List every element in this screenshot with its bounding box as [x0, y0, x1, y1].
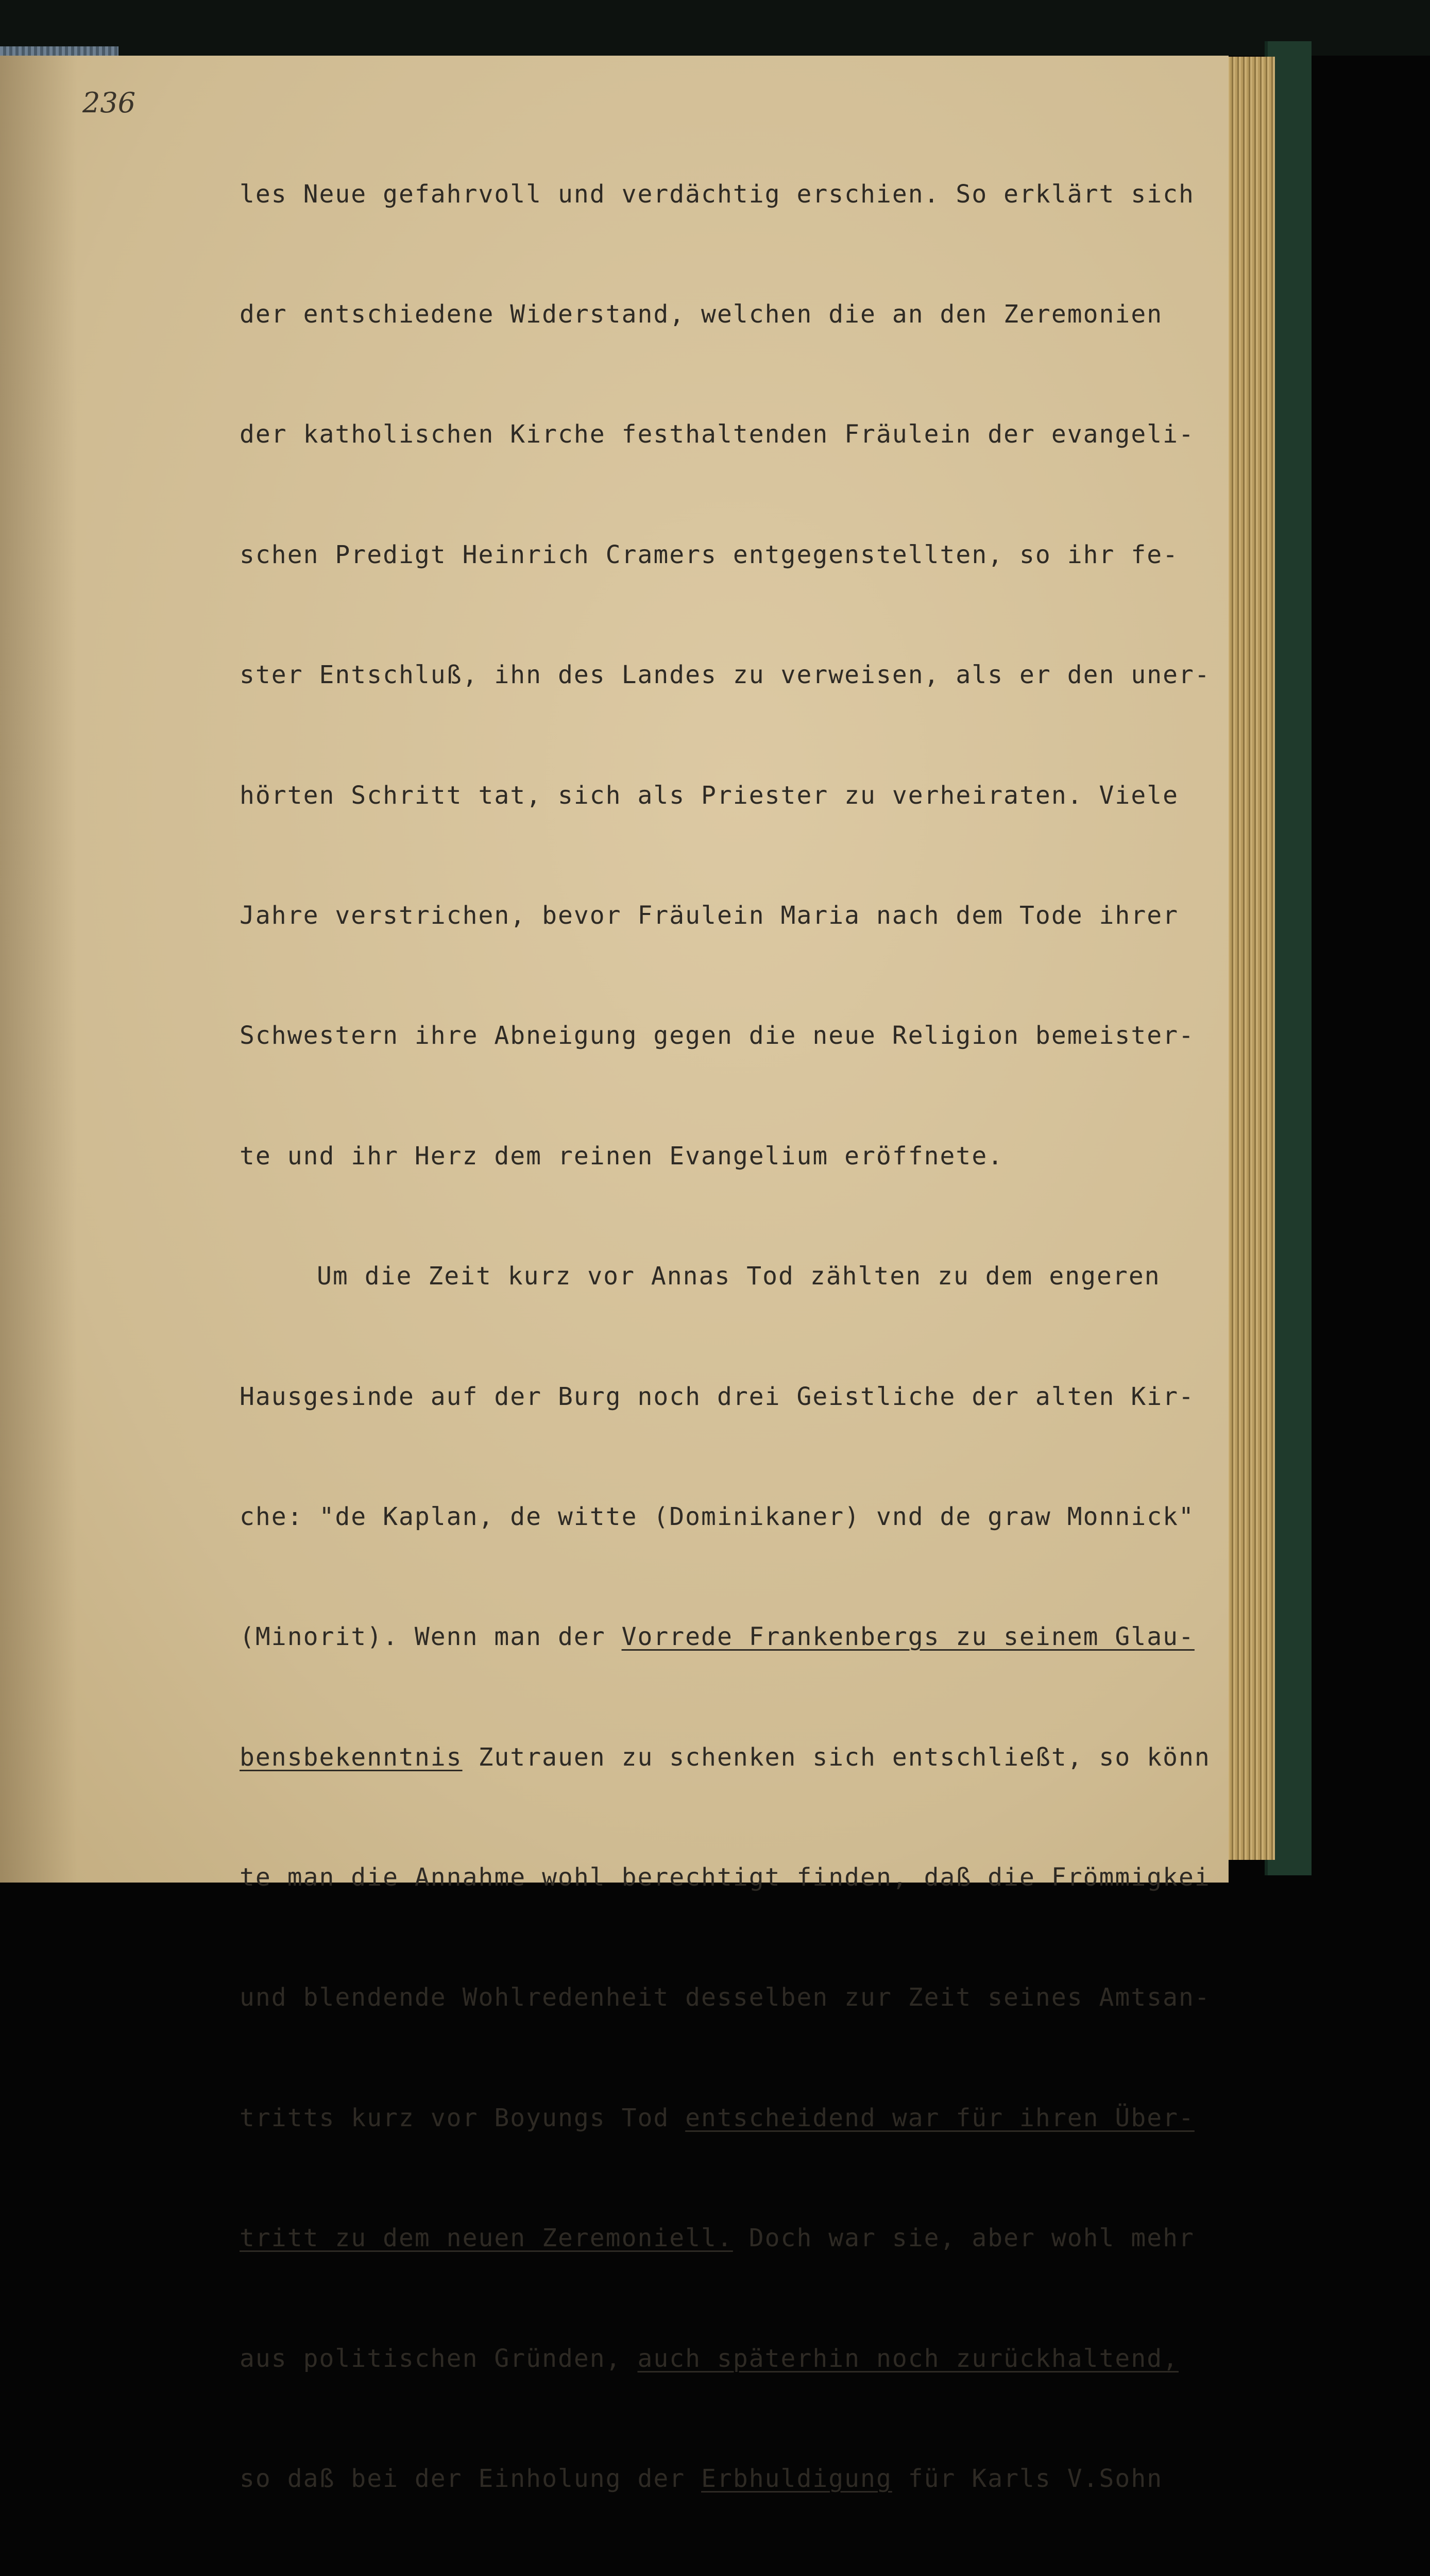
text-segment: (Minorit). Wenn man der [240, 1622, 622, 1652]
underlined-text: Vorrede Frankenbergs zu seinem Glau- [621, 1622, 1195, 1652]
text-line: Hausgesinde auf der Burg noch drei Geistliche der alten Kir- [240, 1382, 1195, 1411]
text-line: Um die Zeit kurz vor Annas Tod zählten zu dem engeren [317, 1262, 1161, 1291]
text-line: te und ihr Herz dem reinen Evangelium eröffnete. [240, 1141, 1004, 1171]
text-segment: so daß bei der Einholung der [240, 2464, 702, 2494]
document-page [0, 56, 1229, 2494]
text-segment: tritts kurz vor Boyungs Tod [240, 2103, 686, 2132]
underlined-text: Erbhuldigung [701, 2464, 892, 2494]
gutter-shadow [0, 56, 77, 1883]
text-line: der entschiedene Widerstand, welchen die an den Zeremonien [240, 299, 1163, 329]
text-line [240, 2339, 1211, 2379]
binding-top [0, 0, 1430, 56]
text-line [240, 2218, 1211, 2259]
text-segment: Zutrauen zu schenken sich entschließt, so könn [462, 1742, 1211, 1772]
text-line [240, 1617, 1211, 1657]
text-line: hörten Schritt tat, sich als Priester zu verheiraten. Viele [240, 781, 1179, 810]
text-line: Schwestern ihre Abneigung gegen die neue Religion bemeister- [240, 1021, 1195, 1050]
underlined-text: auch späterhin noch zurückhaltend, [637, 2344, 1179, 2373]
page-number: 236 [82, 87, 136, 119]
underlined-text: tritt zu dem neuen Zeremoniell. [240, 2224, 733, 2253]
text-line: der katholischen Kirche festhaltenden Fräulein der evangeli- [240, 420, 1195, 449]
text-line: ster Entschluß, ihn des Landes zu verweisen, als er den uner- [240, 660, 1211, 690]
text-line: und blendende Wohlredenheit desselben zur Zeit seines Amtsan- [240, 1983, 1211, 2012]
text-segment: für Karls V.Sohn [892, 2464, 1163, 2494]
text-line [240, 1738, 1211, 1778]
text-segment: Doch war sie, aber wohl mehr [733, 2224, 1195, 2253]
underlined-text: entscheidend war für ihren Über- [685, 2103, 1195, 2132]
text-line [240, 2459, 1211, 2499]
text-line: te man die Annahme wohl berechtigt finden, daß die Frömmigkei [240, 1863, 1211, 1892]
underlined-text: bensbekenntnis [240, 1742, 463, 1772]
text-segment: aus politischen Gründen, [240, 2344, 638, 2373]
body-text [240, 94, 1211, 2576]
text-line: les Neue gefahrvoll und verdächtig erschien. So erklärt sich [240, 179, 1195, 209]
text-line: che: "de Kaplan, de witte (Dominikaner) vnd de graw Monnick" [240, 1502, 1195, 1531]
text-line: Jahre verstrichen, bevor Fräulein Maria nach dem Tode ihrer [240, 901, 1179, 930]
text-line: schen Predigt Heinrich Cramers entgegenstellten, so ihr fe- [240, 540, 1179, 569]
text-line [240, 2098, 1211, 2139]
